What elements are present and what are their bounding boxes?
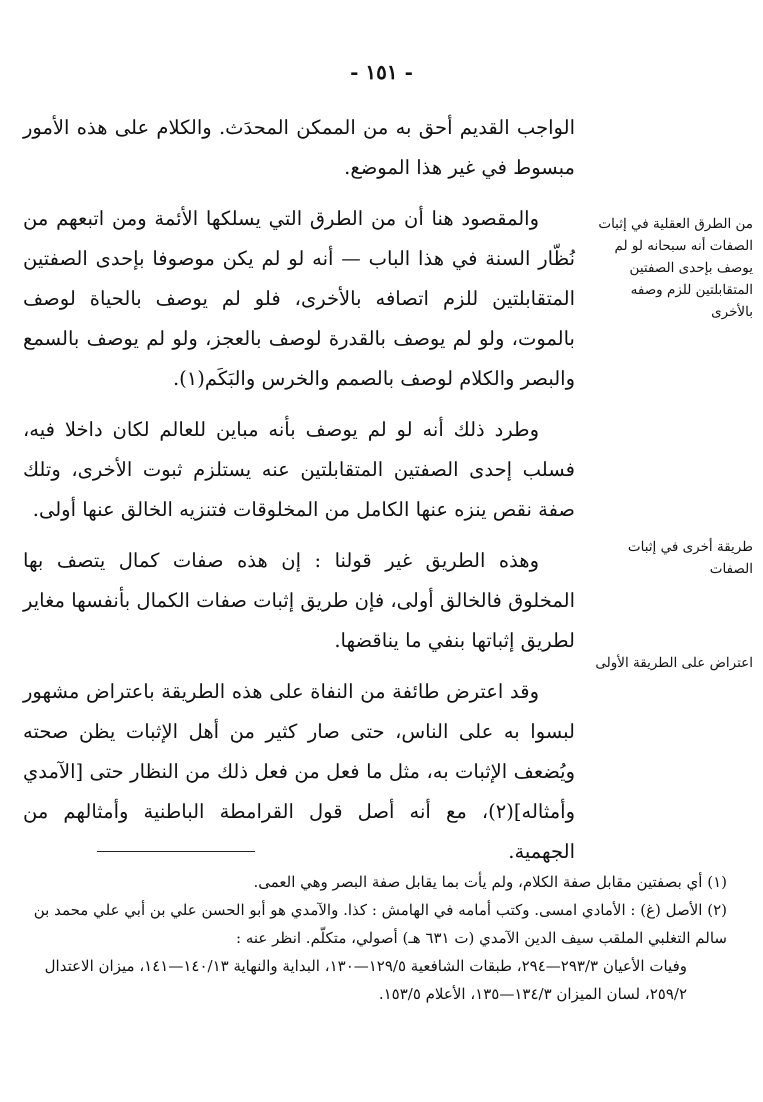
page-number: - ١٥١ - [350,60,413,84]
paragraph: وقد اعترض طائفة من النفاة على هذه الطريقة باعتراض مشهور لبسوا به على الناس، حتى صار كثير من أهل الإثبات يظن صحته ويُضعف الإثبات به، مثل ما فعل من فعل ذلك من النظار حتى [الآمدي وأمثاله](٢)، مع أنه أصل قول القرامطة الباطنية وأمثالهم من الجهمية. [23,680,575,863]
side-note: من الطرق العقلية في إثبات الصفات أنه سبحانه لو لم يوصف بإحدى الصفتين المتقابلتين للزم وصفه بالأخرى [598,216,753,320]
footnotes [23,868,727,1008]
main-text [23,108,575,883]
side-note: اعتراض على الطريقة الأولى [595,655,753,671]
side-note: طريقة أخرى في إثبات الصفات [627,539,753,577]
paragraph: وهذه الطريق غير قولنا : إن هذه صفات كمال يتصف بها المخلوق فالخالق أولى، فإن طريق إثبات صفات الكمال بأنفسها مغاير لطريق إثباتها بنفي ما يناقضها. [23,549,575,652]
paragraph: والمقصود هنا أن من الطرق التي يسلكها الأئمة ومن اتبعهم من نُظّار السنة في هذا الباب — أنه لو لم يكن موصوفا بإحدى الصفتين المتقابلتين للزم اتصافه بالأخرى، فلو لم يوصف بالحياة لوصف بالموت، ولو لم يوصف بالقدرة لوصف بالعجز، ولو لم يوصف بالسمع والبصر والكلام لوصف بالصمم والخرس والبَكَم(١). [23,207,575,390]
footnote: (٢) الأصل (غ) : الأمادي امسى. وكتب أمامه في الهامش : كذا. والآمدي هو أبو الحسن علي بن أبي علي محمد بن سالم التغلبي الملقب سيف الدين الآمدي (ت ٦٣١ هـ) أصولي، متكلّم. انظر عنه : [33,901,727,947]
paragraph: الواجب القديم أحق به من الممكن المحدَث. والكلام على هذه الأمور مبسوط في غير هذا الموضع. [23,116,575,179]
footnote-divider [97,851,255,852]
footnote-references: وفيات الأعيان ٢٩٣/٣—٢٩٤، طبقات الشافعية ١٢٩/٥—١٣٠، البداية والنهاية ١٤٠/١٣—١٤١، ميزان الاعتدال ٢٥٩/٢، لسان الميزان ١٣٤/٣—١٣٥، الأعلام ١٥٣/٥. [44,957,687,1003]
footnote: (١) أي بصفتين مقابل صفة الكلام، ولم يأت بما يقابل صفة البصر وهي العمى. [253,873,727,891]
paragraph: وطرد ذلك أنه لو لم يوصف بأنه مباين للعالم لكان داخلا فيه، فسلب إحدى الصفتين المتقابلتين عنه يستلزم ثبوت الأخرى، وتلك صفة نقص ينزه عنها الكامل من المخلوقات فتنزيه الخالق عنها أولى. [23,418,575,521]
